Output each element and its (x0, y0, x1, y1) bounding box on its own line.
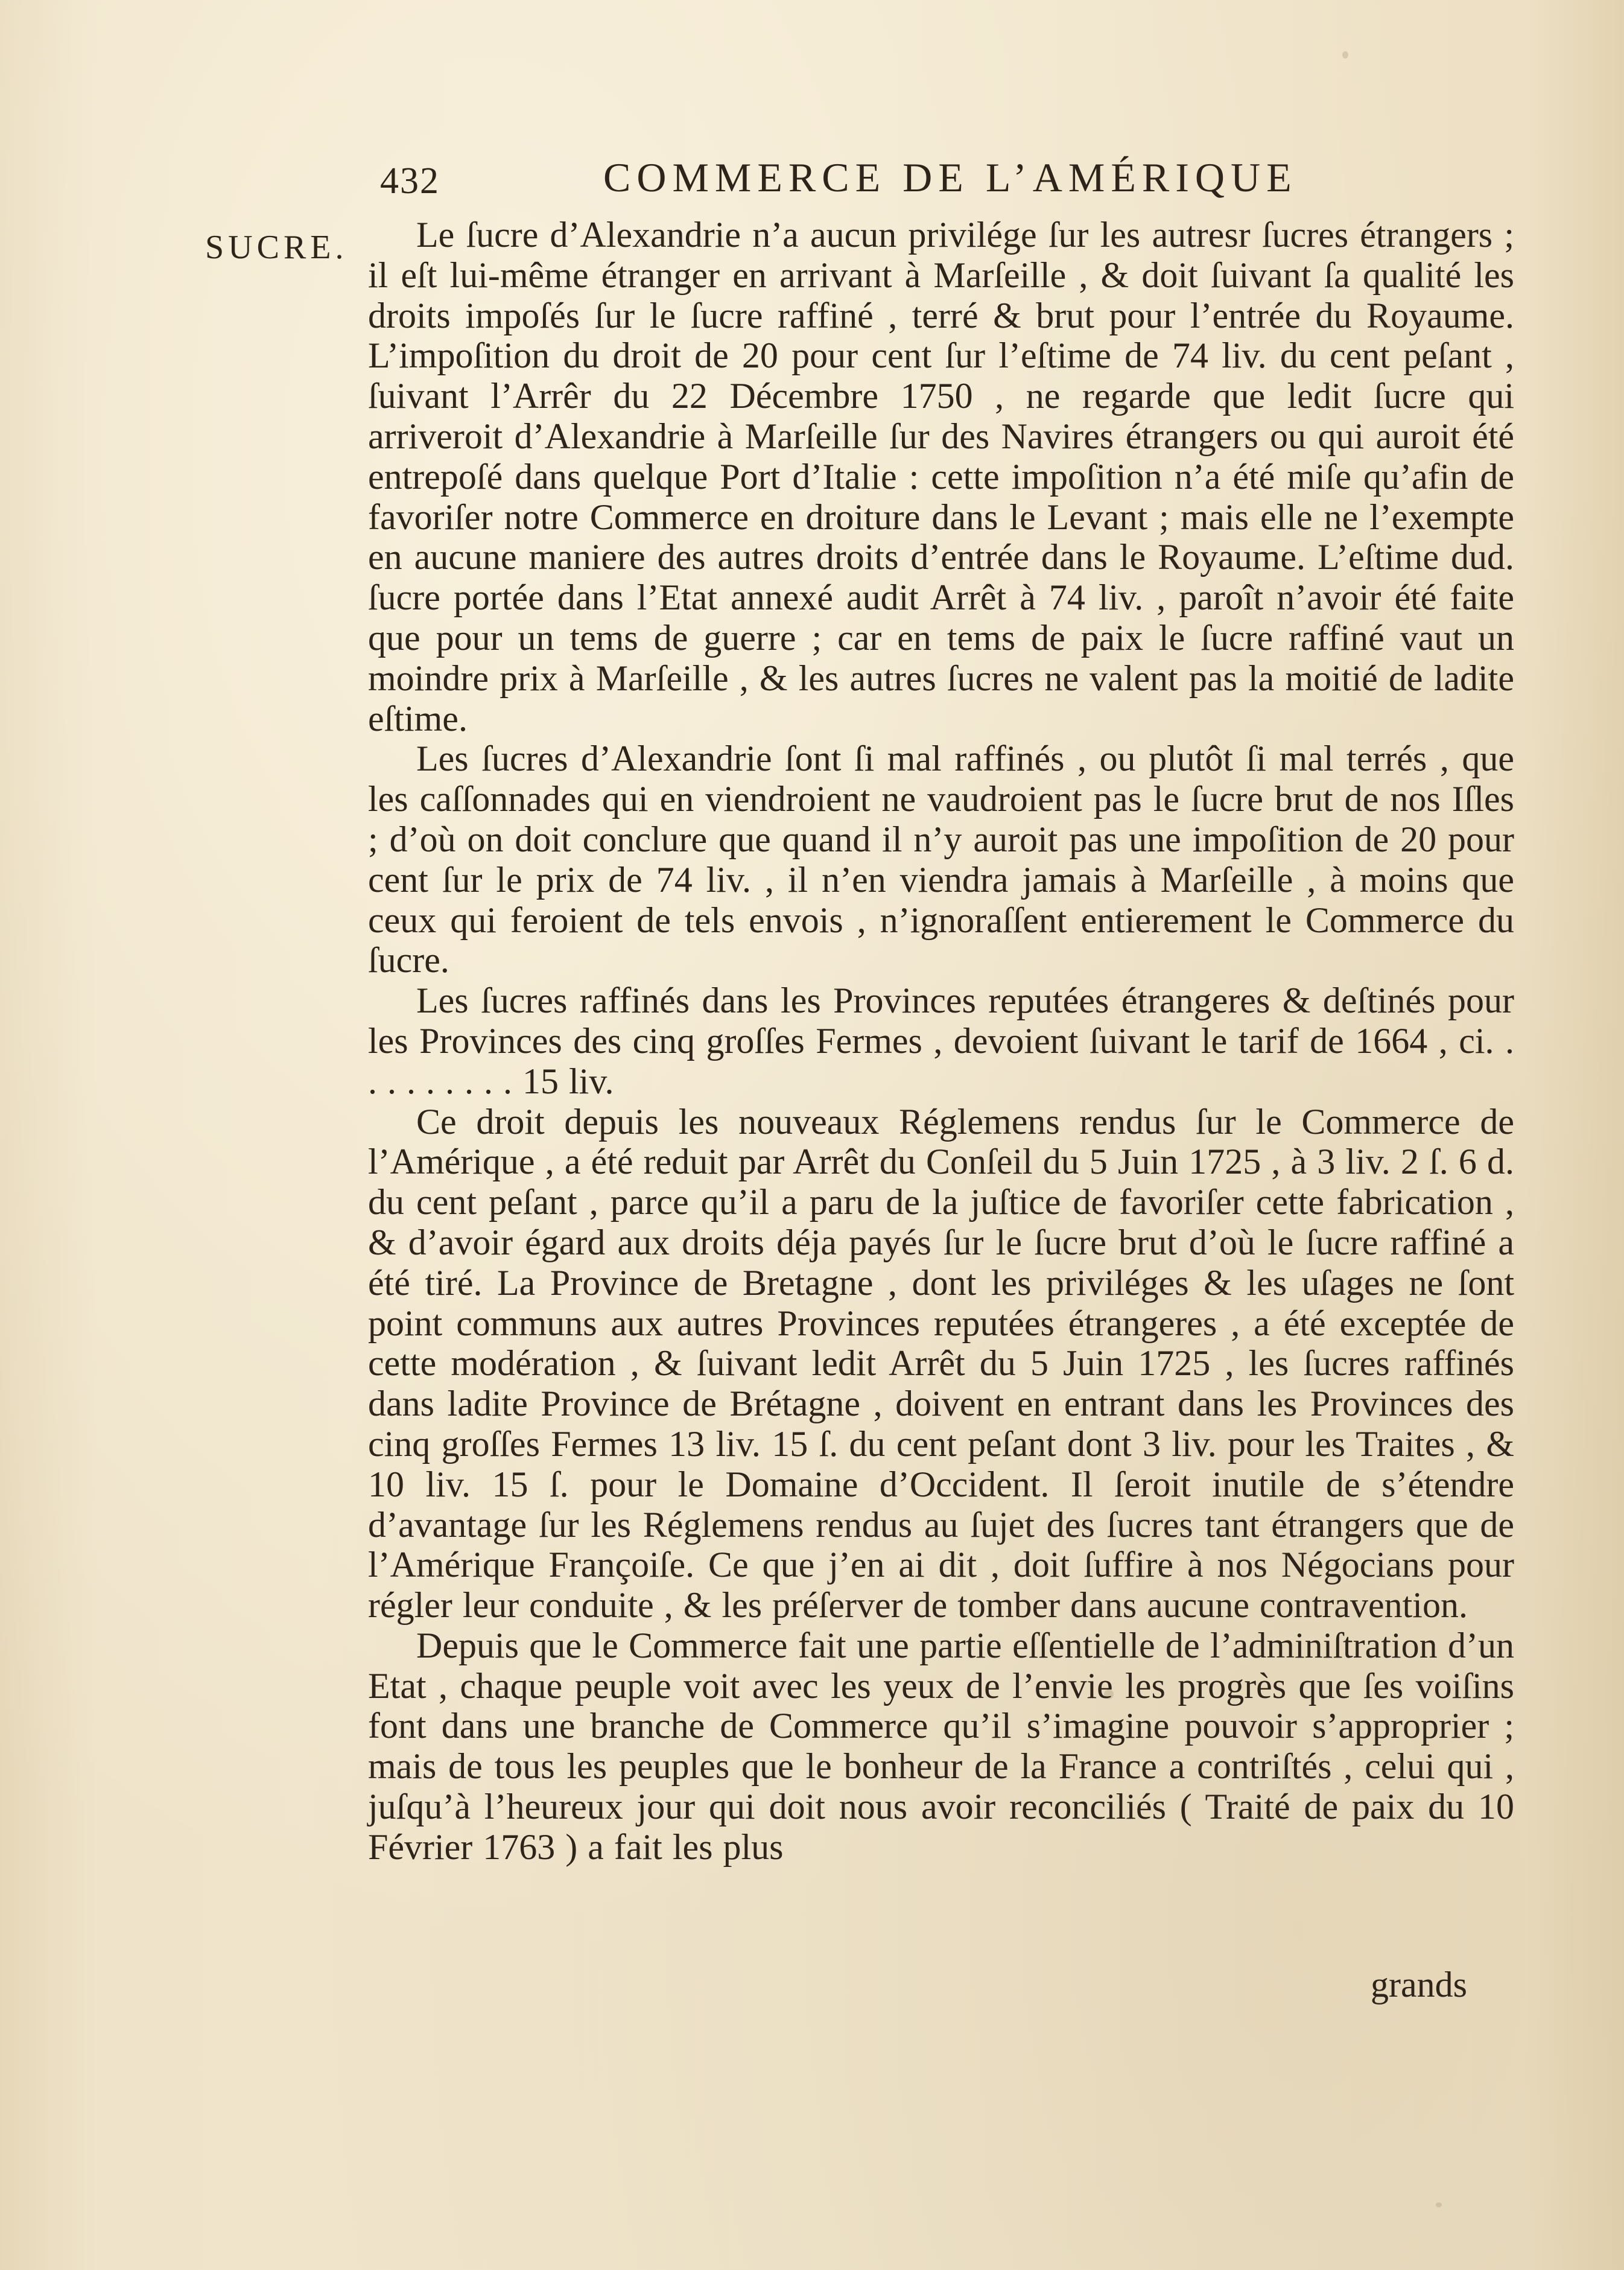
paper-stain (1342, 51, 1348, 59)
margin-note: SUCRE. (205, 229, 348, 266)
paper-stain (1436, 2202, 1442, 2207)
catchword: grands (1371, 1965, 1467, 2005)
paragraph: Ce droit depuis les nouveaux Réglemens rendus ſur le Commerce de l’Amérique , a été reduit par Arrêt du Conſeil du 5 Juin 1725 , à 3 liv. 2 ſ. 6 d. du cent peſant , parce qu’il a paru de la juſtice de favoriſer cette fabrication , & d’avoir égard aux droits déja payés ſur le ſucre brut d’où le ſucre raffiné a été tiré. La Province de Bretagne , dont les priviléges & les uſages ne ſont point communs aux autres Provinces reputées étrangeres , a été exceptée de cette modération , & ſuivant ledit Arrêt du 5 Juin 1725 , les ſucres raffinés dans ladite Province de Brétagne , doivent en entrant dans les Provinces des cinq groſſes Fermes 13 liv. 15 ſ. du cent peſant dont 3 liv. pour les Traites , & 10 liv. 15 ſ. pour le Domaine d’Occident. Il ſeroit inutile de s’étendre d’avantage ſur les Réglemens rendus au ſujet des ſucres tant étrangers que de l’Amérique Françoiſe. Ce que j’en ai dit , doit ſuffire à nos Négocians pour régler leur conduite , & les préſerver de tomber dans aucune contravention. (368, 1101, 1514, 1626)
page-header (380, 154, 1357, 208)
paragraph: Les ſucres d’Alexandrie ſont ſi mal raffinés , ou plutôt ſi mal terrés , que les caſſonnades qui en viendroient ne vaudroient pas le ſucre brut de nos Iſles ; d’où on doit conclure que quand il n’y auroit pas une impoſition de 20 pour cent ſur le prix de 74 liv. , il n’en viendra jamais à Marſeille , à moins que ceux qui feroient de tels envois , n’ignoraſſent entierement le Commerce du ſucre. (368, 739, 1514, 981)
running-head: COMMERCE DE L’AMÉRIQUE (603, 154, 1298, 200)
body-text (368, 215, 1514, 1868)
paragraph: Les ſucres raffinés dans les Provinces reputées étrangeres & deſtinés pour les Provinces des cinq groſſes Fermes , devoient ſuivant le tarif de 1664 , ci. . . . . . . . . . 15 liv. (368, 981, 1514, 1101)
paragraph: Depuis que le Commerce fait une partie eſſentielle de l’adminiſtration d’un Etat , chaque peuple voit avec les yeux de l’envie les progrès que ſes voiſins font dans une branche de Commerce qu’il s’imagine pouvoir s’approprier ; mais de tous les peuples que le bonheur de la France a contriſtés , celui qui , juſqu’à l’heureux jour qui doit nous avoir reconciliés ( Traité de paix du 10 Février 1763 ) a fait les plus (368, 1625, 1514, 1867)
paragraph: Le ſucre d’Alexandrie n’a aucun privilége ſur les autresr ſucres étrangers ; il eſt lui-même étranger en arrivant à Marſeille , & doit ſuivant ſa qualité les droits impoſés ſur le ſucre raffiné , terré & brut pour l’entrée du Royaume. L’impoſition du droit de 20 pour cent ſur l’eſtime de 74 liv. du cent peſant , ſuivant l’Arrêr du 22 Décembre 1750 , ne regarde que ledit ſucre qui arriveroit d’Alexandrie à Marſeille ſur des Navires étrangers ou qui auroit été entrepoſé dans quelque Port d’Italie : cette impoſition n’a été miſe qu’afin de favoriſer notre Commerce en droiture dans le Levant ; mais elle ne l’exempte en aucune maniere des autres droits d’entrée dans le Royaume. L’eſtime dud. ſucre portée dans l’Etat annexé audit Arrêt à 74 liv. , paroît n’avoir été faite que pour un tems de guerre ; car en tems de paix le ſucre raffiné vaut un moindre prix à Marſeille , & les autres ſucres ne valent pas la moitié de ladite eſtime. (368, 215, 1514, 739)
page-number: 432 (380, 161, 440, 202)
